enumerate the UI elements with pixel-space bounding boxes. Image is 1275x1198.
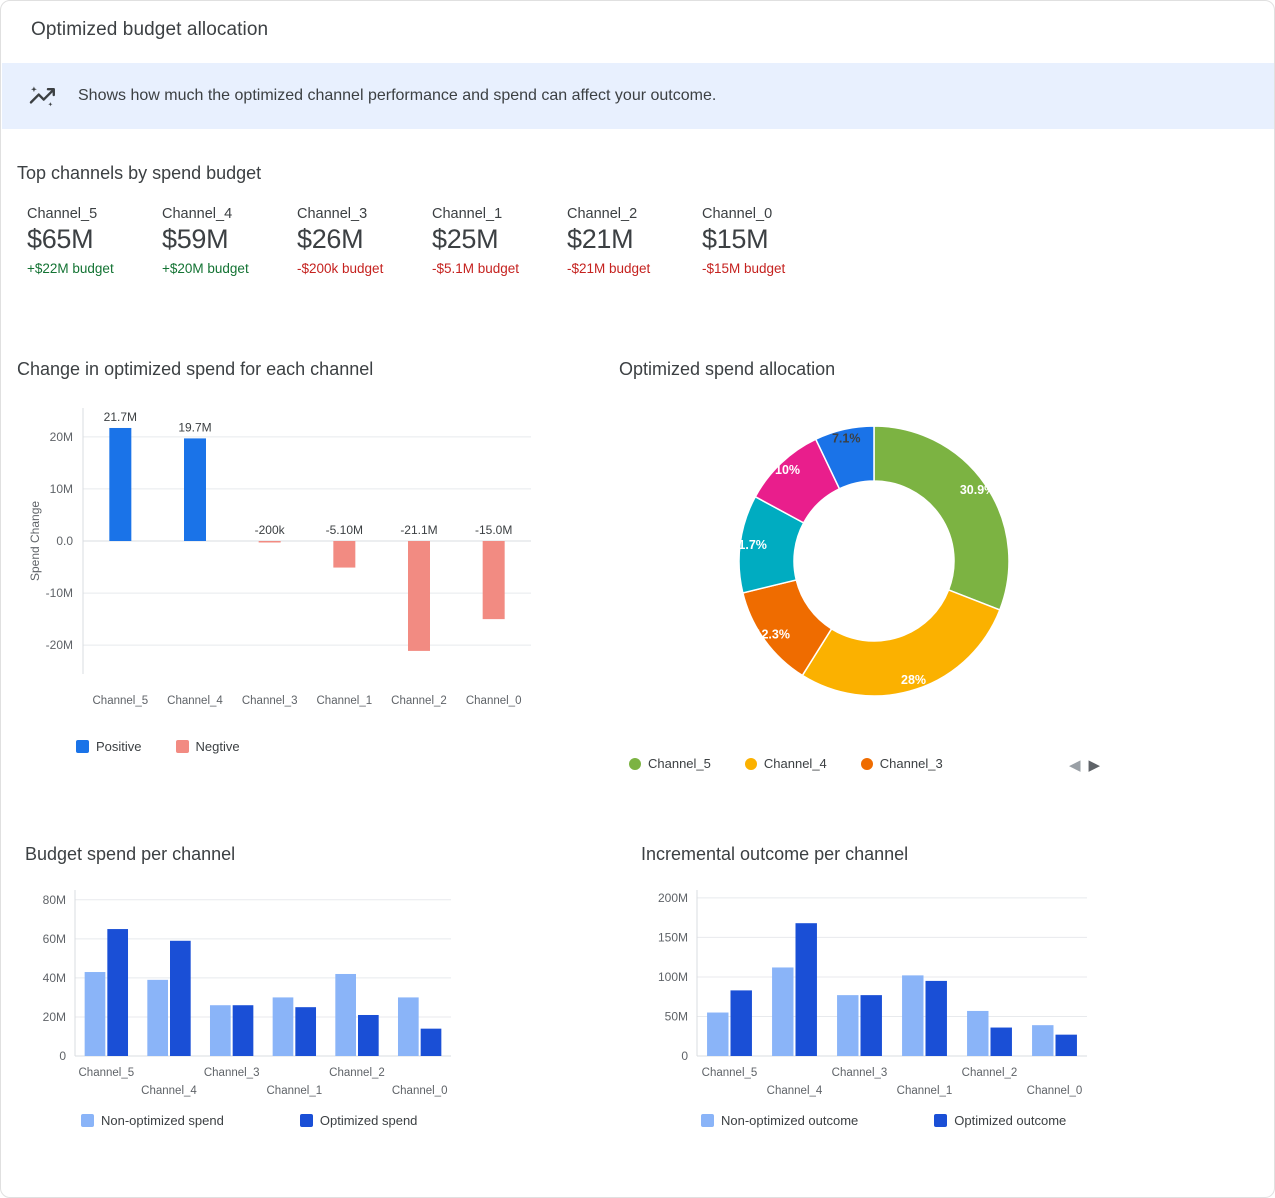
legend-item-channel-4[interactable] — [745, 756, 827, 771]
kpi-value: $26M — [297, 224, 364, 254]
kpi-card — [432, 206, 567, 276]
svg-text:19.7M: 19.7M — [178, 420, 212, 435]
incremental-outcome-chart — [627, 876, 1107, 1106]
svg-text:Channel_0: Channel_0 — [465, 695, 522, 707]
svg-text:Channel_2: Channel_2 — [329, 1067, 385, 1079]
kpi-card — [702, 206, 837, 276]
legend-next-arrow[interactable]: ▶ — [1088, 757, 1101, 774]
svg-text:-200k: -200k — [254, 523, 285, 537]
svg-text:Spend Change: Spend Change — [28, 500, 42, 582]
budget-spend-chart — [11, 876, 481, 1106]
svg-text:50M: 50M — [664, 1009, 688, 1024]
svg-text:20M: 20M — [49, 429, 73, 444]
svg-text:Channel_2: Channel_2 — [391, 695, 447, 707]
svg-text:-21.1M: -21.1M — [400, 523, 438, 537]
svg-text:Channel_4: Channel_4 — [167, 695, 223, 707]
svg-text:Channel_1: Channel_1 — [896, 1085, 953, 1097]
kpi-value: $65M — [27, 224, 94, 254]
legend-item-channel-5[interactable] — [629, 756, 711, 771]
svg-text:10%: 10% — [775, 463, 801, 478]
spend-allocation-chart — [619, 379, 1139, 754]
kpi-channel-name: Channel_1 — [432, 206, 503, 222]
svg-text:Channel_3: Channel_3 — [203, 1067, 260, 1079]
legend-swatch — [300, 1114, 313, 1127]
svg-text:30.9%: 30.9% — [959, 483, 996, 498]
legend-label: Optimized spend — [319, 1113, 418, 1128]
legend-pager — [1069, 756, 1100, 774]
incremental-outcome-chart-title: Incremental outcome per channel — [641, 844, 909, 864]
kpi-channel-name: Channel_5 — [27, 206, 98, 222]
legend-label: Positive — [96, 739, 142, 754]
legend-prev-arrow[interactable]: ◀ — [1069, 757, 1081, 774]
svg-text:Channel_4: Channel_4 — [766, 1085, 823, 1097]
svg-text:0: 0 — [681, 1049, 688, 1063]
legend-item-non-optimized-outcome — [701, 1113, 858, 1128]
legend-label: Channel_5 — [648, 756, 711, 771]
incremental-outcome-legend — [701, 1113, 1092, 1128]
legend-label: Channel_4 — [763, 756, 827, 771]
spend-allocation-donut — [619, 379, 1139, 749]
legend-swatch — [934, 1114, 947, 1127]
legend-item-channel-3[interactable] — [861, 756, 943, 771]
legend-label: Negtive — [195, 739, 240, 754]
kpi-card — [567, 206, 702, 276]
svg-text:10M: 10M — [49, 481, 73, 496]
kpi-value: $59M — [162, 224, 229, 254]
svg-text:28%: 28% — [901, 673, 927, 688]
svg-text:11.7%: 11.7% — [732, 537, 767, 552]
kpi-channel-name: Channel_3 — [297, 206, 368, 222]
svg-text:21.7M: 21.7M — [103, 409, 138, 424]
spend-change-plot — [11, 386, 571, 726]
legend-item-negative — [176, 739, 240, 754]
kpi-section-title: Top channels by spend budget — [17, 163, 262, 183]
legend-label: Channel_3 — [879, 756, 943, 771]
insight-text: Shows how much the optimized channel performance and spend can affect your outcome. — [78, 87, 717, 104]
legend-swatch — [861, 758, 873, 770]
kpi-delta: +$20M budget — [162, 261, 249, 276]
svg-text:Channel_5: Channel_5 — [92, 695, 149, 707]
svg-text:-20M: -20M — [45, 638, 73, 653]
svg-text:60M: 60M — [42, 931, 66, 946]
svg-text:Channel_3: Channel_3 — [241, 695, 298, 707]
trending-up-icon — [26, 79, 60, 113]
svg-text:Channel_5: Channel_5 — [78, 1067, 135, 1079]
kpi-value: $21M — [567, 224, 634, 254]
legend-swatch — [76, 740, 89, 753]
kpi-card — [27, 206, 162, 276]
legend-item-non-optimized-spend — [81, 1113, 224, 1128]
spend-change-chart-title: Change in optimized spend for each channel — [17, 359, 374, 379]
svg-text:0.0: 0.0 — [56, 534, 73, 548]
spend-change-legend — [76, 739, 266, 754]
kpi-delta: -$21M budget — [567, 261, 651, 276]
svg-text:-5.10M: -5.10M — [325, 523, 364, 537]
svg-text:Channel_1: Channel_1 — [266, 1085, 323, 1097]
svg-text:-15.0M: -15.0M — [474, 523, 513, 537]
budget-spend-chart-title: Budget spend per channel — [25, 844, 236, 864]
svg-text:40M: 40M — [42, 970, 66, 985]
svg-text:Channel_5: Channel_5 — [701, 1067, 758, 1079]
spend-allocation-legend — [629, 756, 1109, 774]
svg-text:Channel_2: Channel_2 — [961, 1067, 1018, 1079]
kpi-channel-name: Channel_4 — [162, 206, 233, 222]
svg-text:Channel_3: Channel_3 — [831, 1067, 888, 1079]
svg-text:150M: 150M — [657, 930, 688, 945]
legend-item-optimized-spend — [300, 1113, 418, 1128]
incremental-outcome-plot — [627, 876, 1107, 1101]
svg-text:0: 0 — [59, 1049, 66, 1063]
page-title: Optimized budget allocation — [31, 19, 269, 40]
kpi-channel-name: Channel_0 — [702, 206, 773, 222]
insight-banner — [2, 63, 1274, 129]
kpi-card — [297, 206, 432, 276]
legend-item-optimized-outcome — [934, 1113, 1066, 1128]
legend-swatch — [701, 1114, 714, 1127]
kpi-delta: -$5.1M budget — [432, 261, 520, 276]
svg-text:Channel_1: Channel_1 — [316, 695, 373, 707]
svg-text:80M: 80M — [42, 892, 66, 907]
spend-change-chart — [11, 386, 571, 731]
svg-text:100M: 100M — [657, 969, 688, 984]
legend-swatch — [629, 758, 641, 770]
legend-swatch — [81, 1114, 94, 1127]
budget-spend-plot — [11, 876, 481, 1101]
spend-allocation-chart-title: Optimized spend allocation — [619, 359, 836, 379]
legend-label: Non-optimized spend — [101, 1113, 224, 1128]
svg-text:20M: 20M — [42, 1009, 66, 1024]
legend-swatch — [745, 758, 757, 770]
legend-swatch — [176, 740, 189, 753]
svg-text:Channel_4: Channel_4 — [141, 1085, 197, 1097]
svg-text:Channel_0: Channel_0 — [1026, 1085, 1083, 1097]
top-channels-kpi-strip — [27, 206, 837, 276]
kpi-value: $25M — [432, 224, 499, 254]
svg-text:7.1%: 7.1% — [831, 431, 861, 446]
svg-text:Channel_0: Channel_0 — [391, 1085, 448, 1097]
kpi-channel-name: Channel_2 — [567, 206, 638, 222]
kpi-delta: -$15M budget — [702, 261, 786, 276]
svg-text:-10M: -10M — [45, 586, 73, 601]
kpi-delta: -$200k budget — [297, 261, 384, 276]
legend-label: Non-optimized outcome — [721, 1113, 859, 1128]
kpi-value: $15M — [702, 224, 769, 254]
kpi-delta: +$22M budget — [27, 261, 114, 276]
svg-text:200M: 200M — [657, 890, 688, 905]
svg-text:12.3%: 12.3% — [754, 627, 790, 642]
budget-spend-legend — [81, 1113, 443, 1128]
legend-item-positive — [76, 739, 142, 754]
kpi-card — [162, 206, 297, 276]
legend-label: Optimized outcome — [954, 1113, 1067, 1128]
